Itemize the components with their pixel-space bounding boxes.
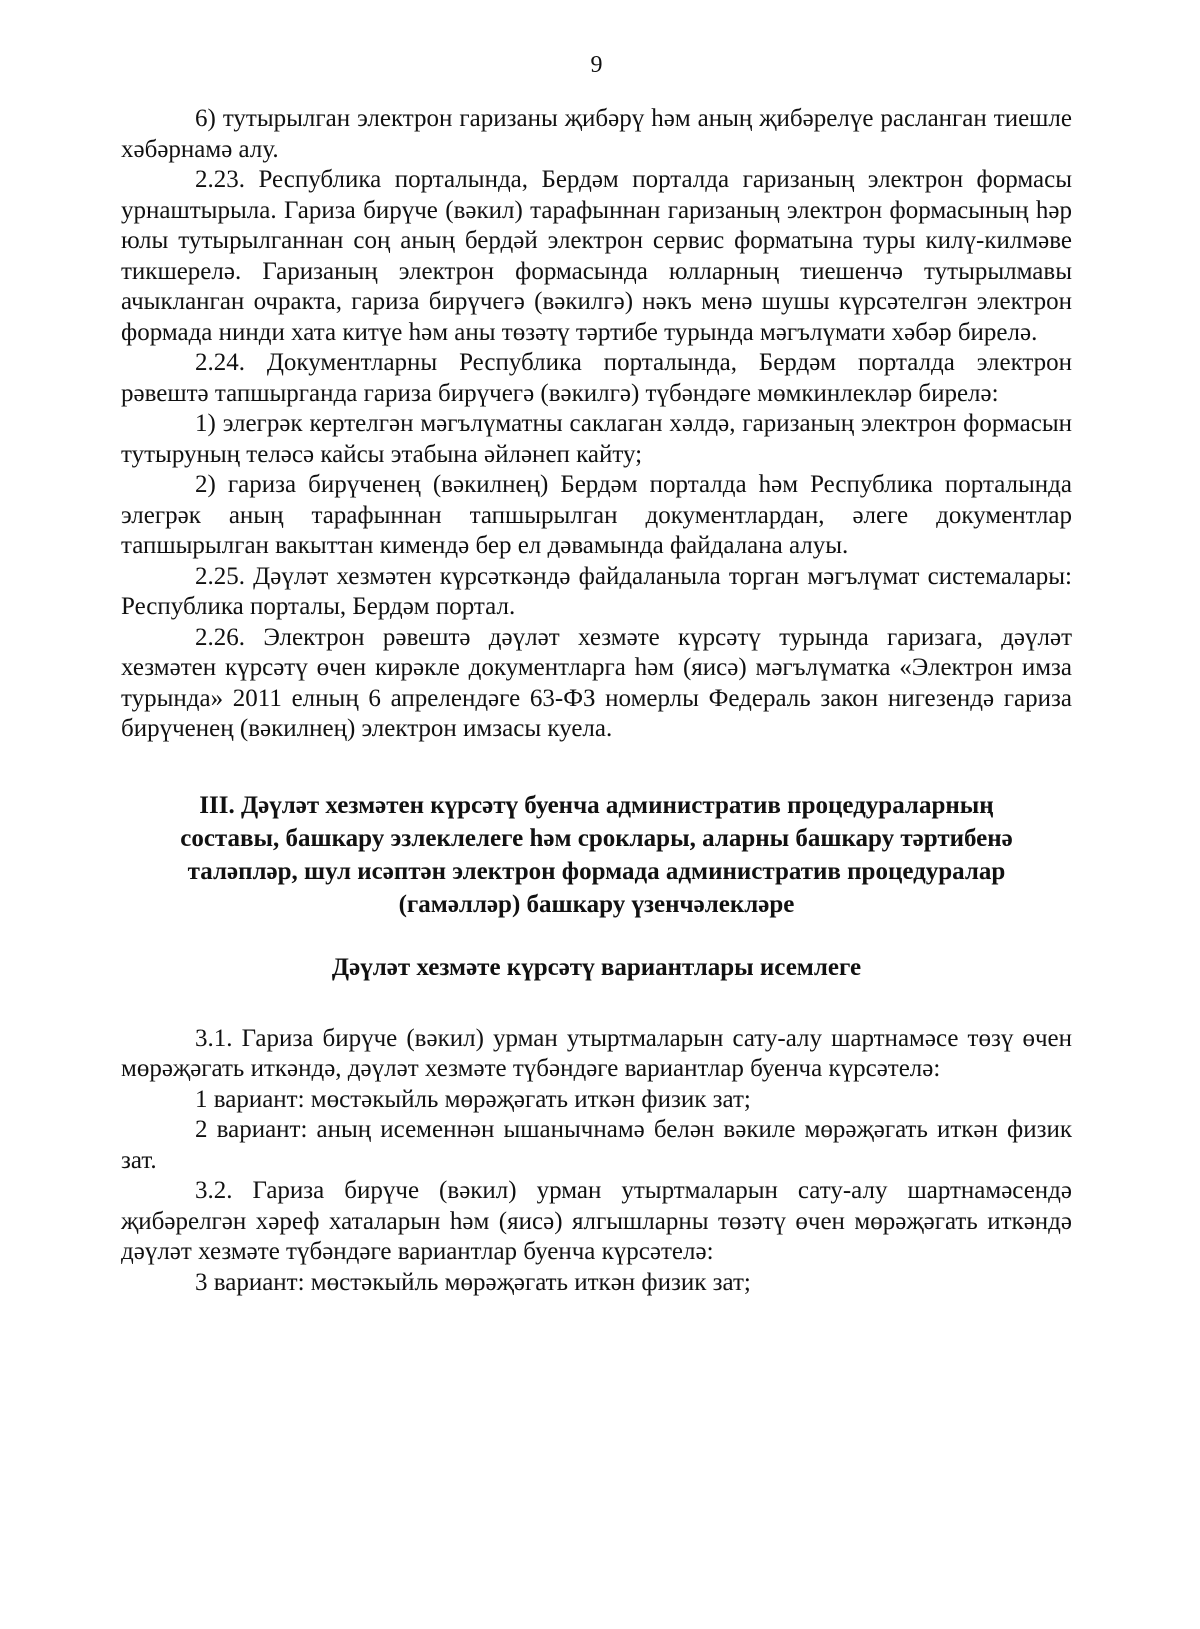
paragraph: 1) элегрәк кертелгән мәгълүматны саклаган хәлдә, гаризаның электрон формасын тутыруның теләсә кайсы этабына әйләнеп кайту;: [121, 410, 1072, 468]
paragraph: 2.25. Дәүләт хезмәтен күрсәткәндә файдаланыла торган мәгълүмат системалары: Республика порталы, Бердәм портал.: [121, 562, 1072, 620]
body-text-top: [121, 104, 1072, 745]
subheading: Дәүләт хезмәте күрсәтү вариантлары исемлеге: [331, 953, 862, 981]
paragraph: 2.23. Республика порталында, Бердәм порталда гаризаның электрон формасы урнаштырыла. Гариза бирүче (вәкил) тарафыннан гаризаның электрон формасының һәр юлы тутырылганнан соң аның бердәй электрон сервис форматына туры килү-килмәве тикшерелә. Гаризаның электрон формасында юлларның тиешенчә тутырылмавы ачыкланган очракта, гариза бирүчегә (вәкилгә) нәкъ менә шушы күрсәтелгән электрон формада нинди хата китүе һәм аны төзәтү тәртибе турында мәгълүмати хәбәр бирелә.: [121, 166, 1072, 346]
paragraph: 2.24. Документларны Республика порталында, Бердәм порталда электрон рәвештә тапшырганда гариза бирүчегә (вәкилгә) түбәндәге мөмкинлекләр бирелә:: [121, 349, 1072, 407]
paragraph: 2) гариза бирүченең (вәкилнең) Бердәм порталда һәм Республика порталында элегрәк аның тарафыннан тапшырылган документлардан, әлеге документлар тапшырылган вакыттан кимендә бер ел дәвамында файдалана алуы.: [121, 471, 1072, 559]
paragraph: 3.1. Гариза бирүче (вәкил) урман утыртмаларын сату-алу шартнамәсе төзү өчен мөрәҗәгать иткәндә, дәүләт хезмәте түбәндәге вариантлар буенча күрсәтелә:: [121, 1024, 1072, 1082]
paragraph: 3.2. Гариза бирүче (вәкил) урман утыртмаларын сату-алу шартнамәсендә җибәрелгән хәреф хаталарын һәм (яисә) ялгышларны төзәтү өчен мөрәҗәгать иткәндә дәүләт хезмәте түбәндәге вариантлар буенча күрсәтелә:: [121, 1177, 1072, 1265]
page-number: 9: [590, 52, 603, 78]
section-heading: III. Дәүләт хезмәтен күрсәтү буенча административ процедураларның составы, башкару эзлеклелеге һәм сроклары, аларны башкару тәртибенә таләпләр, шул исәптән электрон формада административ процедуралар (гамәлләр) башкару үзенчәлекләре: [180, 791, 1013, 918]
body-text-bottom: [121, 1024, 1072, 1299]
paragraph: 2.26. Электрон рәвештә дәүләт хезмәте күрсәтү турында гаризага, дәүләт хезмәтен күрсәтү өчен кирәкле документларга һәм (яисә) мәгълүматка «Электрон имза турында» 2011 елның 6 апрелендәге 63-ФЗ номерлы Федераль закон нигезендә гариза бирүченең (вәкилнең) электрон имзасы куела.: [121, 623, 1072, 742]
paragraph: 2 вариант: аның исеменнән ышанычнамә белән вәкиле мөрәҗәгать иткән физик зат.: [121, 1116, 1072, 1174]
paragraph: 3 вариант: мөстәкыйль мөрәҗәгать иткән физик зат;: [195, 1268, 751, 1296]
paragraph: 1 вариант: мөстәкыйль мөрәҗәгать иткән физик зат;: [195, 1085, 751, 1113]
paragraph: 6) тутырылган электрон гаризаны җибәрү һәм аның җибәрелүе расланган тиешле хәбәрнамә алу.: [121, 105, 1072, 163]
